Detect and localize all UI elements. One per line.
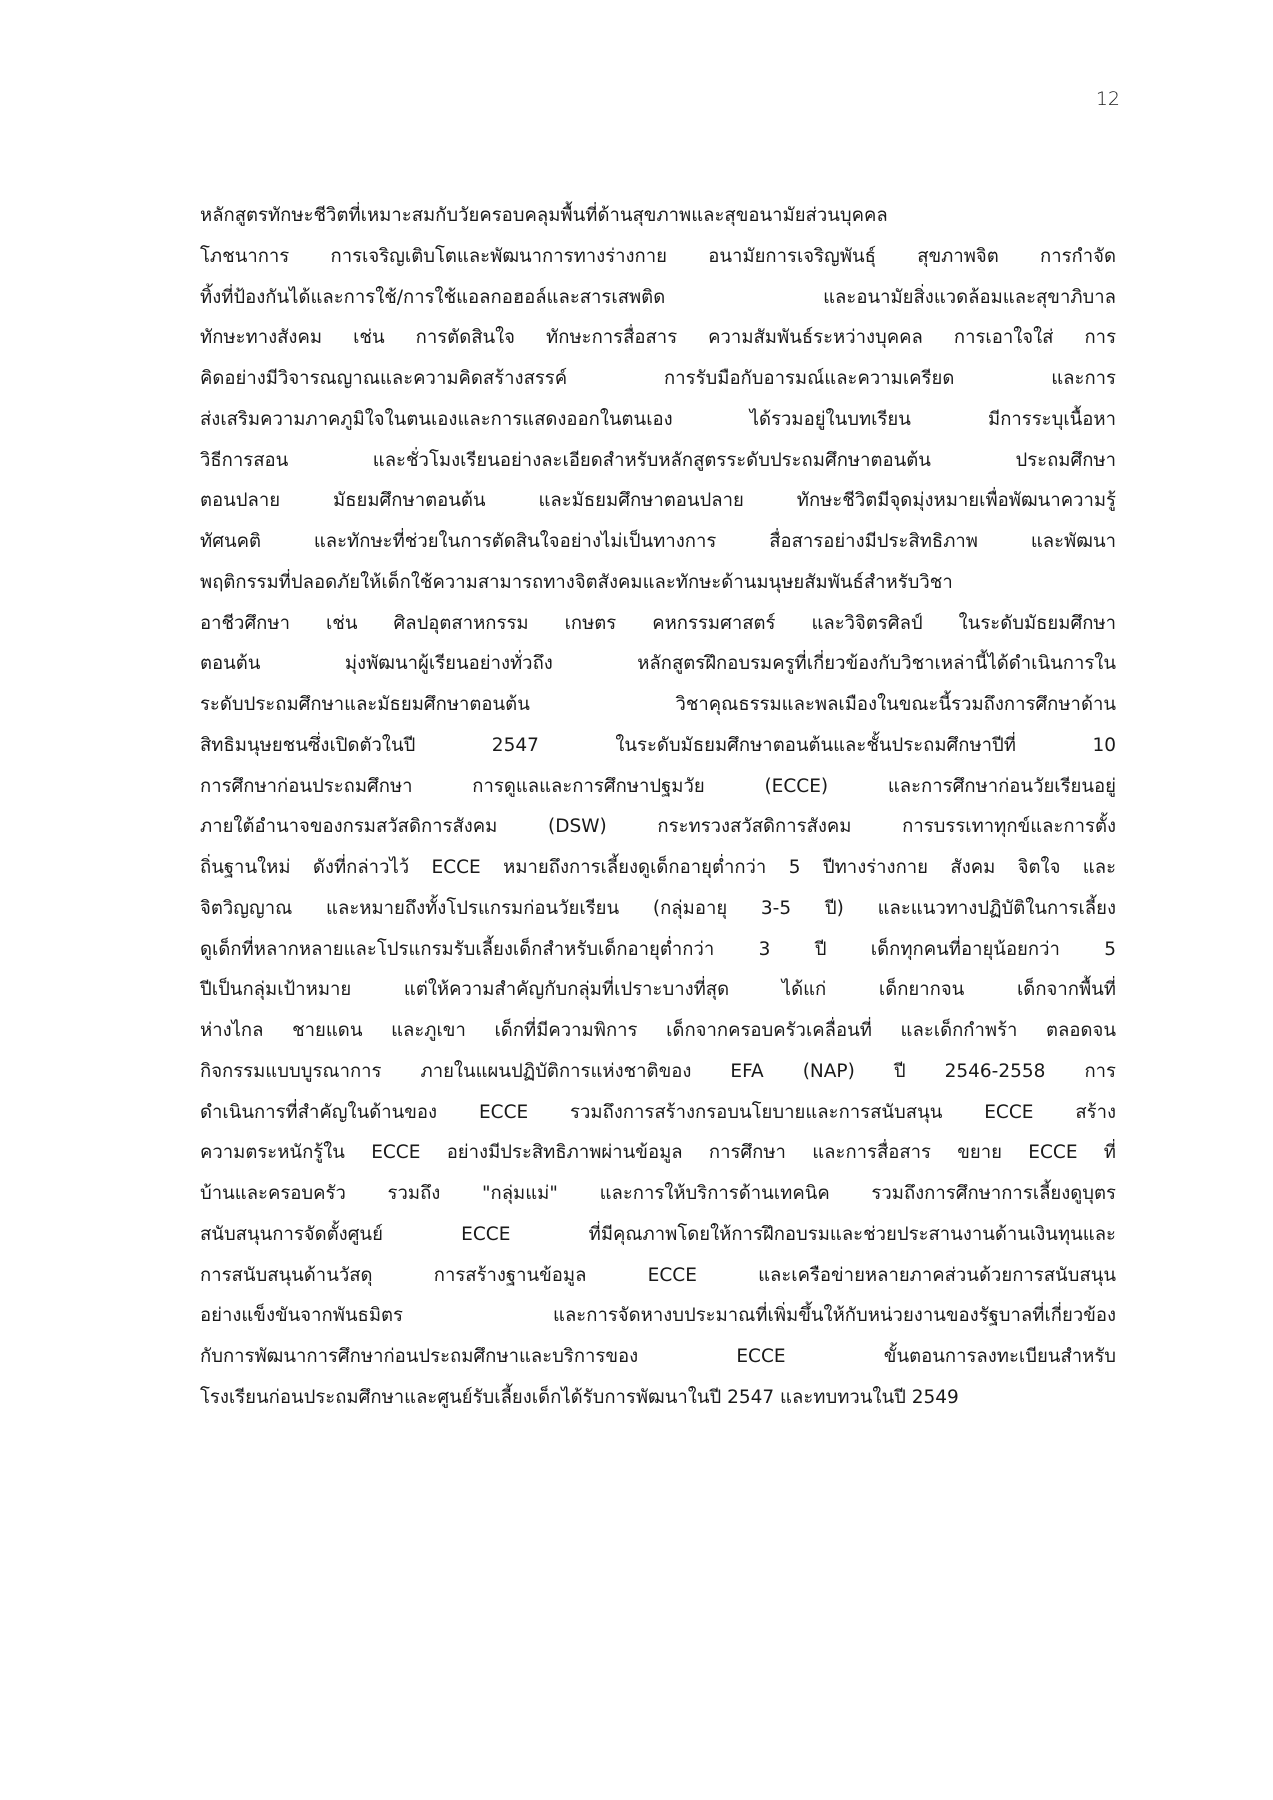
- text-line: โภชนาการ การเจริญเติบโตและพัฒนาการทางร่างกาย อนามัยการเจริญพันธุ์ สุขภาพจิต การกำจัด: [200, 245, 1116, 267]
- text-line: ตอนต้น มุ่งพัฒนาผู้เรียนอย่างทั่วถึง หลักสูตรฝึกอบรมครูที่เกี่ยวข้องกับวิชาเหล่านี้ได้ดำเนินการใน: [200, 653, 1116, 675]
- text-line: กับการพัฒนาการศึกษาก่อนประถมศึกษาและบริการของ ECCE ขั้นตอนการลงทะเบียนสำหรับ: [200, 1346, 1116, 1367]
- text-line: ทัศนคติ และทักษะที่ช่วยในการตัดสินใจอย่างไม่เป็นทางการ สื่อสารอย่างมีประสิทธิภาพ และพัฒนา: [200, 531, 1116, 552]
- text-line: อย่างแข็งขันจากพันธมิตร และการจัดหางบประมาณที่เพิ่มขึ้นให้กับหน่วยงานของรัฐบาลที่เกี่ยวข้อง: [200, 1305, 1116, 1327]
- text-line: ความตระหนักรู้ใน ECCE อย่างมีประสิทธิภาพผ่านข้อมูล การศึกษา และการสื่อสาร ขยาย ECCE ที่: [200, 1142, 1116, 1164]
- text-line: ส่งเสริมความภาคภูมิใจในตนเองและการแสดงออกในตนเอง ได้รวมอยู่ในบทเรียน มีการระบุเนื้อหา: [200, 408, 1116, 430]
- text-line: ภายใต้อำนาจของกรมสวัสดิการสังคม (DSW) กระทรวงสวัสดิการสังคม การบรรเทาทุกข์และการตั้ง: [200, 816, 1116, 838]
- text-line: ดำเนินการที่สำคัญในด้านของ ECCE รวมถึงการสร้างกรอบนโยบายและการสนับสนุน ECCE สร้าง: [200, 1101, 1116, 1123]
- text-line: ทักษะทางสังคม เช่น การตัดสินใจ ทักษะการสื่อสาร ความสัมพันธ์ระหว่างบุคคล การเอาใจใส่ การ: [200, 327, 1116, 349]
- text-line: บ้านและครอบครัว รวมถึง "กลุ่มแม่" และการให้บริการด้านเทคนิค รวมถึงการศึกษาการเลี้ยงดูบุตร: [200, 1183, 1116, 1204]
- text-line: อาชีวศึกษา เช่น ศิลปอุตสาหกรรม เกษตร คหกรรมศาสตร์ และวิจิตรศิลป์ ในระดับมัธยมศึกษา: [200, 612, 1116, 634]
- text-line: คิดอย่างมีวิจารณญาณและความคิดสร้างสรรค์ การรับมือกับอารมณ์และความเครียด และการ: [200, 368, 1116, 389]
- body-paragraph: [200, 196, 1116, 1419]
- text-line: จิตวิญญาณ และหมายถึงทั้งโปรแกรมก่อนวัยเรียน (กลุ่มอายุ 3-5 ปี) และแนวทางปฏิบัติในการเลี้ยง: [200, 897, 1116, 919]
- text-line: ดูเด็กที่หลากหลายและโปรแกรมรับเลี้ยงเด็กสำหรับเด็กอายุต่ำกว่า 3 ปี เด็กทุกคนที่อายุน้อยกว่า 5: [200, 938, 1116, 960]
- text-line: การศึกษาก่อนประถมศึกษา การดูแลและการศึกษาปฐมวัย (ECCE) และการศึกษาก่อนวัยเรียนอยู่: [200, 775, 1116, 797]
- text-line: พฤติกรรมที่ปลอดภัยให้เด็กใช้ความสามารถทางจิตสังคมและทักษะด้านมนุษยสัมพันธ์สำหรับวิชา: [200, 571, 953, 593]
- text-line: หลักสูตรทักษะชีวิตที่เหมาะสมกับวัยครอบคลุมพื้นที่ด้านสุขภาพและสุขอนามัยส่วนบุคคล: [200, 205, 888, 226]
- text-line: ปีเป็นกลุ่มเป้าหมาย แต่ให้ความสำคัญกับกลุ่มที่เปราะบางที่สุด ได้แก่ เด็กยากจน เด็กจากพื้นที่: [200, 979, 1116, 1001]
- text-line-last: โรงเรียนก่อนประถมศึกษาและศูนย์รับเลี้ยงเด็กได้รับการพัฒนาในปี 2547 และทบทวนในปี 2549: [200, 1386, 959, 1408]
- text-line: กิจกรรมแบบบูรณาการ ภายในแผนปฏิบัติการแห่งชาติของ EFA (NAP) ปี 2546-2558 การ: [200, 1060, 1116, 1082]
- text-line: ทิ้งที่ป้องกันได้และการใช้/การใช้แอลกอฮอล์และสารเสพติด และอนามัยสิ่งแวดล้อมและสุขาภิบาล: [200, 286, 1116, 308]
- text-line: ระดับประถมศึกษาและมัธยมศึกษาตอนต้น วิชาคุณธรรมและพลเมืองในขณะนี้รวมถึงการศึกษาด้าน: [200, 694, 1116, 715]
- text-line: ถิ่นฐานใหม่ ดังที่กล่าวไว้ ECCE หมายถึงการเลี้ยงดูเด็กอายุต่ำกว่า 5 ปีทางร่างกาย สังคม จิตใจ และ: [200, 857, 1116, 878]
- text-line: ตอนปลาย มัธยมศึกษาตอนต้น และมัธยมศึกษาตอนปลาย ทักษะชีวิตมีจุดมุ่งหมายเพื่อพัฒนาความรู้: [200, 490, 1116, 512]
- text-line: วิธีการสอน และชั่วโมงเรียนอย่างละเอียดสำหรับหลักสูตรระดับประถมศึกษาตอนต้น ประถมศึกษา: [200, 449, 1116, 471]
- text-line: สิทธิมนุษยชนซึ่งเปิดตัวในปี 2547 ในระดับมัธยมศึกษาตอนต้นและชั้นประถมศึกษาปีที่ 10: [200, 734, 1116, 756]
- text-line: ห่างไกล ชายแดน และภูเขา เด็กที่มีความพิการ เด็กจากครอบครัวเคลื่อนที่ และเด็กกำพร้า ตลอดจน: [200, 1020, 1116, 1041]
- text-line: สนับสนุนการจัดตั้งศูนย์ ECCE ที่มีคุณภาพโดยให้การฝึกอบรมและช่วยประสานงานด้านเงินทุนและ: [200, 1223, 1116, 1245]
- text-line: การสนับสนุนด้านวัสดุ การสร้างฐานข้อมูล ECCE และเครือข่ายหลายภาคส่วนด้วยการสนับสนุน: [200, 1264, 1116, 1286]
- page-number: 12: [1095, 88, 1120, 110]
